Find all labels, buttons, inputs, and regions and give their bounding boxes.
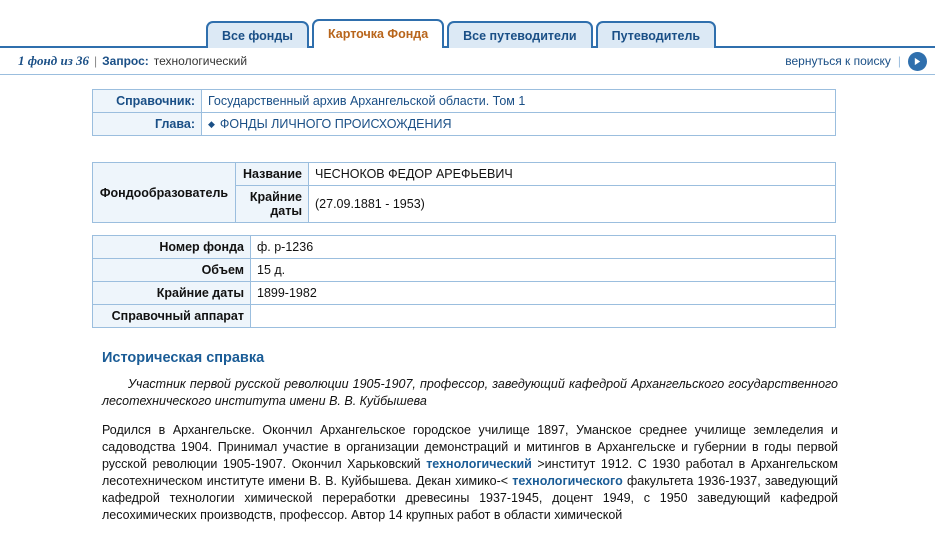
creator-dates-label <box>236 186 309 223</box>
table-row <box>93 163 836 186</box>
fund-card-content <box>0 75 935 524</box>
glava-link[interactable]: ФОНДЫ ЛИЧНОГО ПРОИСХОЖДЕНИЯ <box>219 117 452 131</box>
diamond-bullet-icon: ◆ <box>208 119 215 130</box>
historical-note-body <box>102 422 838 524</box>
fund-volume-label: Объем <box>93 259 251 282</box>
tab-bar <box>0 0 935 48</box>
spravochnik-link[interactable]: Государственный архив Архангельской области. Том 1 <box>208 94 526 108</box>
table-row <box>93 90 836 113</box>
creator-block-label: Фондообразователь <box>93 163 236 223</box>
tab-all-guides[interactable]: Все путеводители <box>447 21 592 48</box>
table-row <box>93 259 836 282</box>
glava-value <box>202 113 836 136</box>
creator-dates-label-line1: Крайние <box>249 190 302 204</box>
fund-volume-value: 15 д. <box>251 259 836 282</box>
fund-dates-label: Крайние даты <box>93 282 251 305</box>
table-row <box>93 305 836 328</box>
query-separator: | <box>94 54 98 68</box>
table-row <box>93 236 836 259</box>
table-row <box>93 113 836 136</box>
query-bar <box>0 48 935 75</box>
creator-dates-value: (27.09.1881 - 1953) <box>309 186 836 223</box>
fund-finding-aid-value <box>251 305 836 328</box>
note-text-part1: Родился в Архангельске. Окончил Архангельское городское училище 1897, Уманское среднее училище земледелия и садоводства 1904. Принимал участие в организации демонстраций и митингов в Архангельске и губернии в годы первой русской революции 1905-1907. Окончил Харьковский <box>102 423 838 471</box>
query-value: технологический <box>153 54 248 68</box>
tab-fund-card[interactable]: Карточка Фонда <box>312 19 444 48</box>
table-row <box>93 282 836 305</box>
note-text-part3: факультета 1936-1937, заведующий кафедрой технологии химической переработки древесины 1937-1945, доцент 1949, с 1950 заведующий кафедрой лесохимических производств, профессор. Автор 14 крупных работ в области химической <box>102 474 838 522</box>
back-to-search-link[interactable]: вернуться к поиску <box>785 54 891 68</box>
guide-reference-table <box>92 89 836 136</box>
creator-name-label: Название <box>236 163 309 186</box>
query-summary <box>18 53 247 69</box>
fund-finding-aid-label: Справочный аппарат <box>93 305 251 328</box>
tab-all-funds[interactable]: Все фонды <box>206 21 309 48</box>
spacer <box>92 223 885 235</box>
note-highlight-2: технологического <box>512 474 623 488</box>
fund-dates-value: 1899-1982 <box>251 282 836 305</box>
historical-note-title: Историческая справка <box>102 350 265 366</box>
fund-properties-table <box>92 235 836 328</box>
creator-table <box>92 162 836 223</box>
tab-guide[interactable]: Путеводитель <box>596 21 716 48</box>
spravochnik-value <box>202 90 836 113</box>
query-actions <box>785 52 927 71</box>
spravochnik-label: Справочник: <box>93 90 202 113</box>
tab-list <box>206 19 716 48</box>
result-count: 1 фонд из 36 <box>18 53 90 68</box>
historical-note-lead: Участник первой русской революции 1905-1907, профессор, заведующий кафедрой Архангельского государственного лесотехнического института имени В. В. Куйбышева <box>102 377 838 408</box>
fund-number-value: ф. р-1236 <box>251 236 836 259</box>
action-divider: | <box>897 54 901 68</box>
arrow-right-icon[interactable] <box>908 52 927 71</box>
note-text-part2: >институт 1912. С 1930 работал в Архангельском лесотехническом институте имени В. В. Куйбышева. Декан химико-< <box>102 457 838 488</box>
note-highlight-1: технологический <box>426 457 532 471</box>
creator-dates-label-line2: даты <box>270 204 302 218</box>
glava-label: Глава: <box>93 113 202 136</box>
spacer <box>92 136 885 162</box>
fund-number-label: Номер фонда <box>93 236 251 259</box>
query-label: Запрос: <box>102 54 149 68</box>
creator-name-value: ЧЕСНОКОВ ФЕДОР АРЕФЬЕВИЧ <box>309 163 836 186</box>
